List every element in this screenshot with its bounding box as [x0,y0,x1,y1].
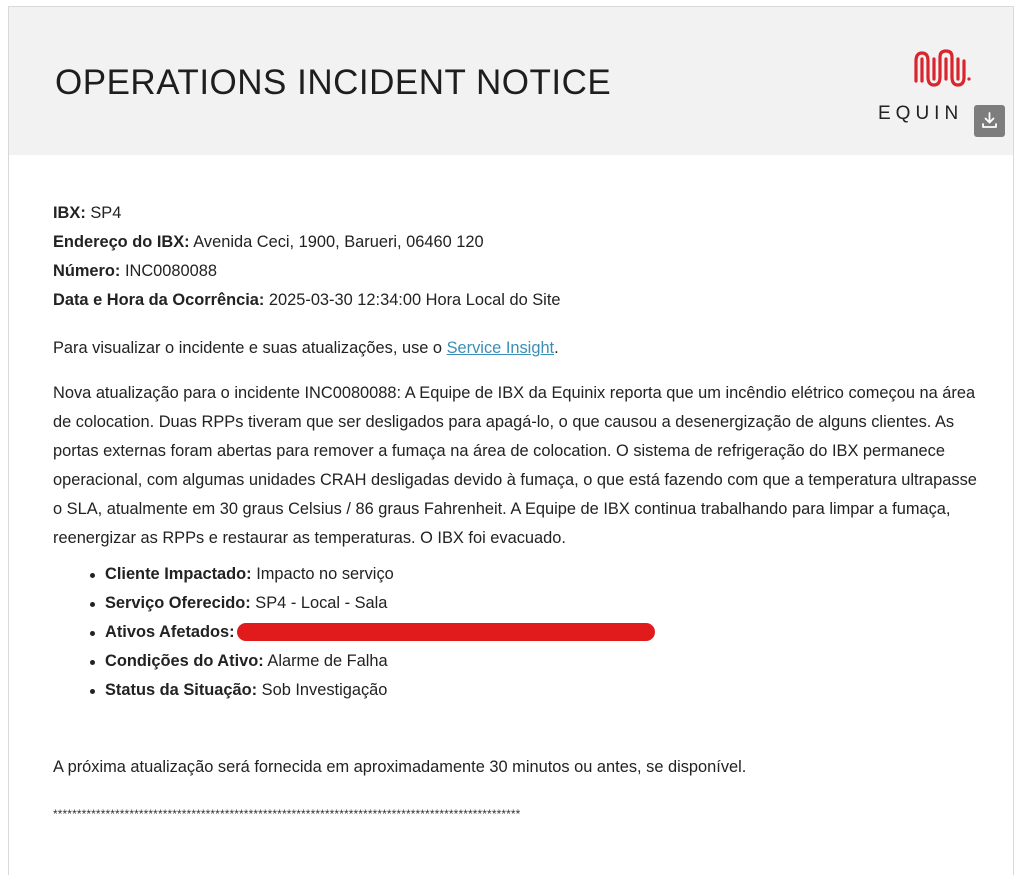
detail-value: Alarme de Falha [263,652,388,670]
datetime-value: 2025-03-30 12:34:00 Hora Local do Site [264,291,561,309]
view-instructions [53,334,983,363]
ibx-value: SP4 [85,204,122,222]
detail-label: Condições do Ativo: [105,652,264,670]
incident-details-list [53,560,983,705]
notice-body [53,199,983,821]
detail-label: Cliente Impactado: [105,565,252,583]
number-label: Número: [53,262,121,280]
list-item [105,676,983,705]
detail-value: Sob Investigação [257,681,388,699]
service-insight-link[interactable]: Service Insight [446,339,555,357]
notice-header [9,7,1013,155]
redaction-mark [237,623,655,641]
list-item [105,618,983,647]
detail-value: Impacto no serviço [251,565,394,583]
datetime-line [53,286,983,315]
download-icon [980,111,999,130]
list-item [105,589,983,618]
datetime-label: Data e Hora da Ocorrência: [53,291,265,309]
download-button[interactable] [974,105,1005,137]
view-text-end: . [554,339,559,357]
ibx-label: IBX: [53,204,86,222]
incident-update-text: Nova atualização para o incidente INC0080088: A Equipe de IBX da Equinix reporta que um incêndio elétrico começou na área de colocation. Duas RPPs tiveram que ser desligados para apagá-lo, o que causou a desenergização de alguns clientes. As portas externas foram abertas para remover a fumaça na área de colocation. O sistema de refrigeração do IBX permanece operacional, com algumas unidades CRAH desligadas devido à fumaça, o que está fazendo com que a temperatura ultrapasse o SLA, atualmente em 30 graus Celsius / 86 graus Fahrenheit. A Equipe de IBX continua trabalhando para limpar a fumaça, reenergizar as RPPs e restaurar as temperaturas. O IBX foi evacuado. [53,384,977,547]
detail-label: Status da Situação: [105,681,258,699]
detail-value: SP4 - Local - Sala [250,594,388,612]
notice-title: OPERATIONS INCIDENT NOTICE [55,63,612,102]
next-update-text: A próxima atualização será fornecida em aproximadamente 30 minutos ou antes, se disponível. [53,758,747,776]
list-item [105,560,983,589]
detail-label: Ativos Afetados: [105,623,235,641]
email-notice [8,6,1014,875]
view-text: Para visualizar o incidente e suas atualizações, use o [53,339,447,357]
ibx-line [53,199,983,228]
number-value: INC0080088 [120,262,217,280]
asterisk-separator: ************************************************************************************************** [53,807,521,821]
equinix-logo-icon [912,47,972,93]
list-item [105,647,983,676]
address-line [53,228,983,257]
address-label: Endereço do IBX: [53,233,190,251]
equinix-logo-text: EQUIN [878,103,964,124]
address-value: Avenida Ceci, 1900, Barueri, 06460 120 [189,233,484,251]
detail-label: Serviço Oferecido: [105,594,251,612]
number-line [53,257,983,286]
